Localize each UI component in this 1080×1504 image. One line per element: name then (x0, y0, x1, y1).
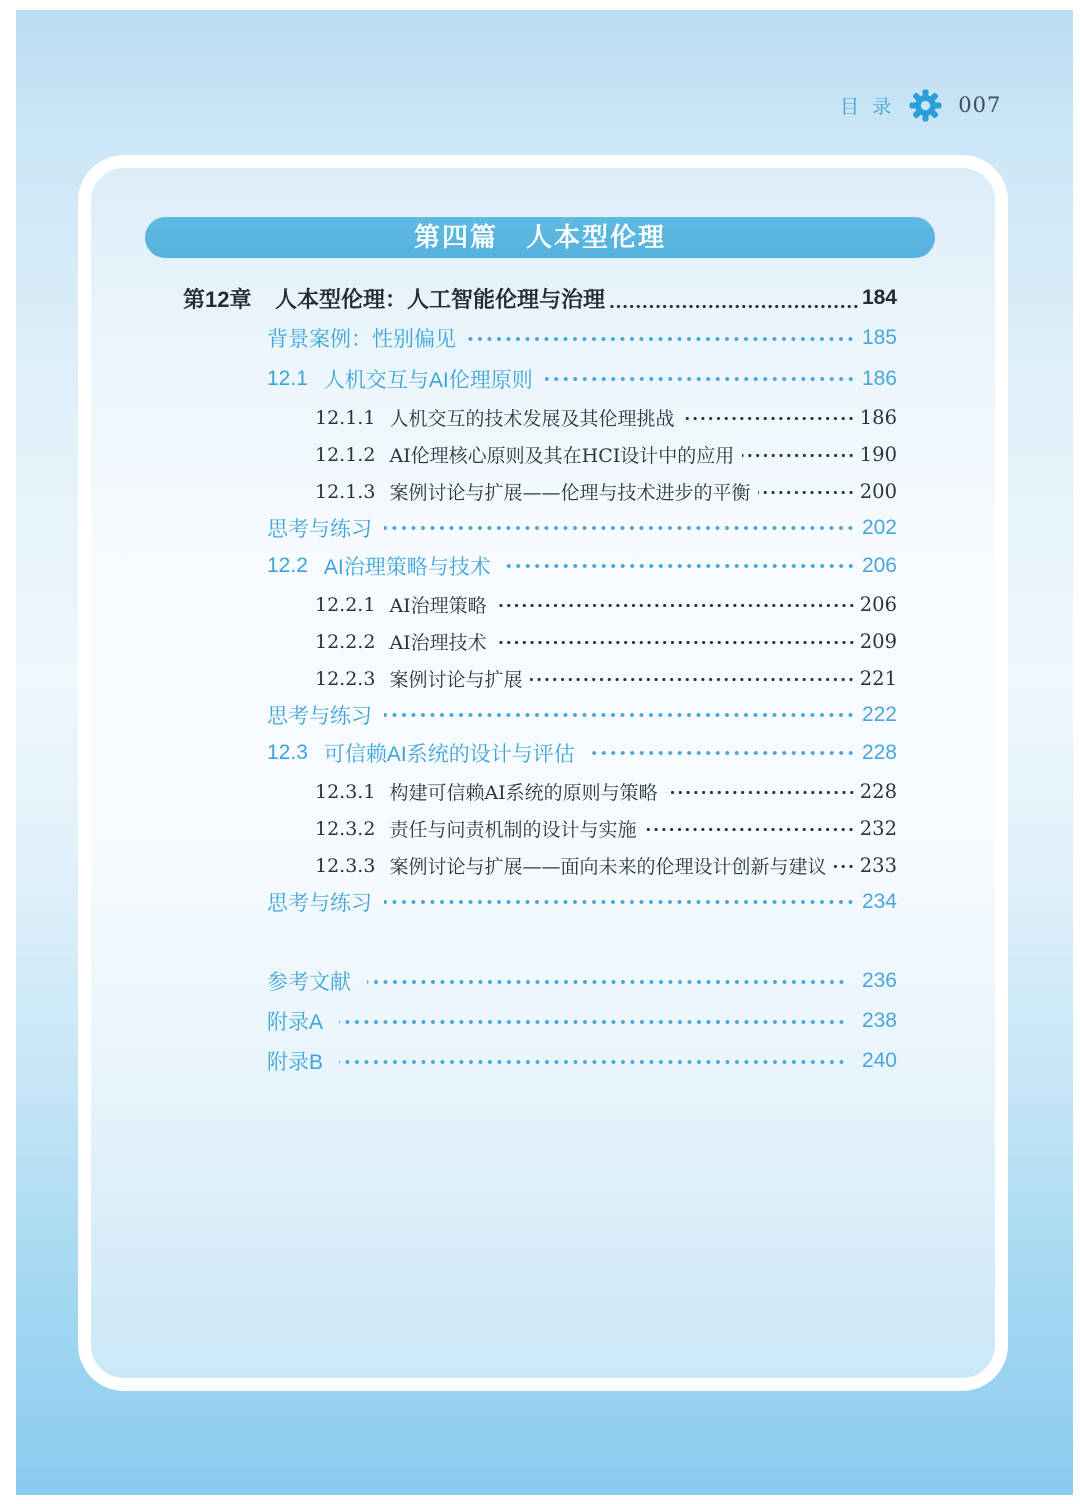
dot-leader (587, 750, 857, 756)
toc-row[interactable] (183, 545, 897, 586)
page-number: 233 (859, 854, 897, 877)
entry-label: 构建可信赖AI系统的原则与策略 (389, 782, 658, 804)
entry-number: 第12章 (183, 286, 252, 312)
toc-row[interactable] (183, 278, 897, 318)
page-number: 206 (861, 553, 897, 577)
entry-number: 12.2.1 (315, 593, 376, 616)
page-header (840, 88, 1001, 122)
page-number: 232 (859, 817, 897, 840)
entry-label: 思考与练习 (267, 517, 372, 541)
entry-label: 可信赖AI系统的设计与评估 (323, 742, 575, 766)
dot-leader (742, 453, 856, 458)
toc-row[interactable] (183, 732, 897, 773)
entry-label: 附录B (267, 1051, 324, 1074)
toc-row[interactable] (183, 358, 897, 399)
dot-leader (682, 416, 856, 421)
entry-label: 参考文献 (267, 971, 351, 994)
entry-label: 思考与练习 (267, 891, 372, 915)
dot-leader (495, 640, 857, 645)
toc-row[interactable] (183, 623, 897, 660)
entry-label: 人机交互的技术发展及其伦理挑战 (389, 408, 675, 430)
toc-header-label: 目 录 (840, 96, 896, 118)
toc-row[interactable] (183, 660, 897, 697)
dot-leader (530, 677, 856, 682)
entry-number: 12.3.2 (315, 817, 376, 840)
dot-leader (384, 899, 857, 905)
dot-leader (468, 336, 857, 342)
dot-leader (339, 1059, 848, 1065)
page-number: 240 (861, 1049, 897, 1072)
toc-row[interactable] (183, 697, 897, 732)
entry-number: 12.1 (267, 366, 308, 390)
toc-row[interactable] (183, 586, 897, 623)
entry-number: 12.2.3 (315, 667, 376, 690)
dot-leader (758, 490, 856, 495)
toc-row[interactable] (183, 847, 897, 884)
page-number: 222 (861, 702, 897, 726)
toc-row[interactable] (183, 1001, 897, 1041)
toc-row[interactable] (183, 436, 897, 473)
page-number: 200 (859, 480, 897, 503)
entry-number: 12.3 (267, 740, 308, 764)
entry-number: 12.1.2 (315, 443, 376, 466)
dot-leader (384, 525, 857, 531)
appendix-list (183, 961, 897, 1081)
entry-label: 人机交互与AI伦理原则 (323, 368, 533, 392)
entry-number: 12.1.3 (315, 480, 376, 503)
page-number: 228 (861, 740, 897, 764)
dot-leader (495, 603, 857, 608)
entry-label: 人本型伦理：人工智能伦理与治理 (275, 286, 606, 312)
entry-number: 12.2.2 (315, 630, 376, 653)
toc-row[interactable] (183, 318, 897, 358)
entry-number: 12.3.1 (315, 780, 376, 803)
page-number: 236 (861, 969, 897, 992)
entry-label: AI治理技术 (389, 632, 487, 654)
entry-label: 责任与问责机制的设计与实施 (389, 819, 637, 841)
page-number: 186 (861, 366, 897, 390)
entry-label: 案例讨论与扩展——面向未来的伦理设计创新与建议 (389, 856, 827, 878)
entry-label: 背景案例：性别偏见 (267, 328, 456, 351)
dot-leader (666, 790, 857, 795)
part-banner (145, 217, 935, 258)
page-number: 206 (859, 593, 897, 616)
toc-row[interactable] (183, 810, 897, 847)
entry-label: AI伦理核心原则及其在HCI设计中的应用 (389, 445, 735, 467)
page-number: 185 (861, 326, 897, 349)
page-number: 228 (859, 780, 897, 803)
toc-row[interactable] (183, 1041, 897, 1081)
page-number: 221 (859, 667, 897, 690)
dot-leader (545, 376, 857, 382)
toc-row[interactable] (183, 961, 897, 1001)
entry-label: 思考与练习 (267, 704, 372, 728)
page-number: 202 (861, 515, 897, 539)
page-number: 238 (861, 1009, 897, 1032)
toc-row[interactable] (183, 399, 897, 436)
toc-row[interactable] (183, 510, 897, 545)
entry-number: 12.1.1 (315, 406, 376, 429)
entry-number: 12.2 (267, 553, 308, 577)
toc-row[interactable] (183, 773, 897, 810)
gear-icon (909, 89, 942, 122)
dot-leader (339, 1019, 848, 1025)
part-banner-title: 第四篇 人本型伦理 (413, 222, 666, 252)
toc-row[interactable] (183, 473, 897, 510)
page-number: 184 (861, 286, 897, 309)
entry-label: AI治理策略 (389, 595, 487, 617)
entry-label: 案例讨论与扩展 (389, 669, 523, 691)
dot-leader (367, 979, 848, 985)
entry-label: AI治理策略与技术 (323, 555, 491, 579)
page-number: 190 (859, 443, 897, 466)
entry-label: 案例讨论与扩展——伦理与技术进步的平衡 (389, 482, 751, 504)
page-number: 234 (861, 889, 897, 913)
folio-page-number: 007 (958, 93, 1002, 117)
dot-leader (644, 827, 856, 832)
entry-number: 12.3.3 (315, 854, 376, 877)
dot-leader (503, 563, 857, 569)
page-number: 209 (859, 630, 897, 653)
toc-list (183, 278, 897, 919)
page-number: 186 (859, 406, 897, 429)
entry-label: 附录A (267, 1011, 324, 1034)
toc-row[interactable] (183, 884, 897, 919)
dot-leader (834, 864, 856, 869)
dot-leader (384, 712, 857, 718)
dot-leader (609, 304, 860, 309)
